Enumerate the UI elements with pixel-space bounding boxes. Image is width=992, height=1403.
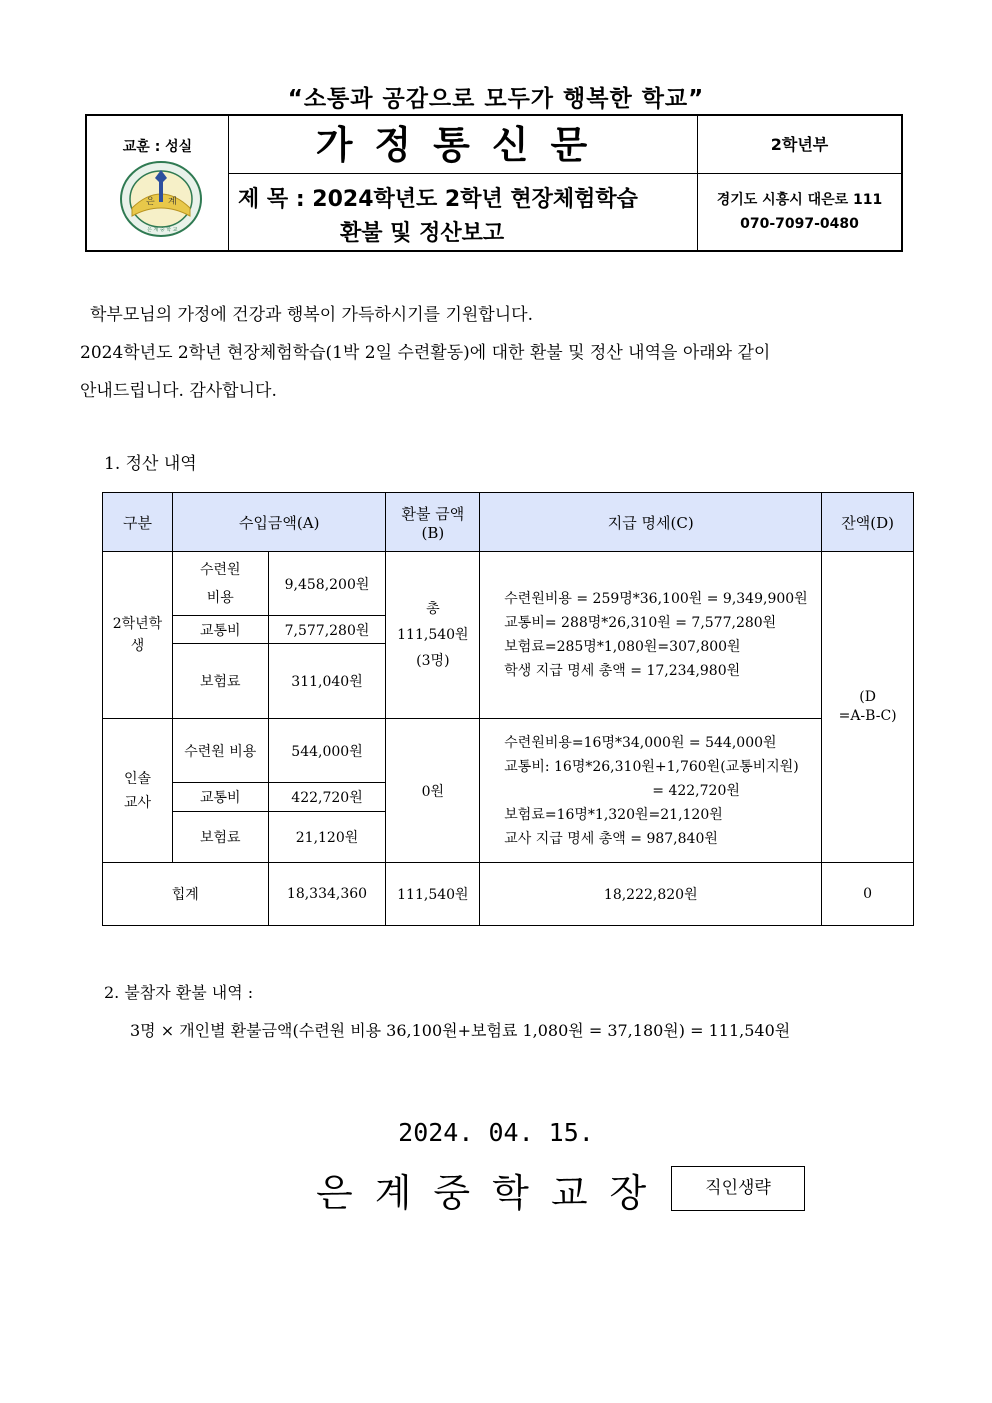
principal-signature: 은계중학교장	[316, 1171, 669, 1215]
student-item-name: 보험료	[172, 644, 268, 719]
total-refund: 111,540원	[386, 863, 480, 926]
header-refund	[386, 493, 480, 552]
newsletter-header	[85, 114, 903, 252]
header-refund-line1: 환불 금액	[401, 504, 465, 523]
teacher-item-name: 교통비	[172, 783, 268, 812]
department: 2학년부	[698, 116, 901, 174]
payment-line: = 422,720원	[652, 782, 740, 799]
total-payment: 18,222,820원	[480, 863, 822, 926]
total-income: 18,334,360	[268, 863, 386, 926]
subject-line-1: 제 목 : 2024학년도 2학년 현장체험학습	[238, 187, 638, 212]
svg-text:은 계 중 학 교: 은 계 중 학 교	[147, 227, 178, 233]
header-payment: 지급 명세(C)	[480, 493, 822, 552]
subject-cell	[228, 174, 698, 250]
total-label: 힙계	[103, 863, 269, 926]
school-logo	[120, 160, 202, 238]
settlement-table	[102, 492, 914, 926]
school-motto: 교훈 : 성실	[122, 139, 193, 155]
table-row	[103, 719, 914, 783]
intro-text	[80, 296, 920, 410]
intro-greeting: 학부모님의 가정에 건강과 행복이 가득하시기를 기원합니다.	[90, 305, 533, 325]
table-header-row	[103, 493, 914, 552]
school-slogan: “소통과 공감으로 모두가 행복한 학교”	[287, 86, 705, 112]
school-address: 경기도 시흥시 대은로 111	[716, 192, 883, 208]
section-2-title: 2. 불참자 환불 내역 :	[104, 983, 254, 1002]
student-category: 2학년학생	[103, 552, 173, 719]
total-row	[103, 863, 914, 926]
newsletter-title: 가정통신문	[228, 116, 698, 174]
student-item-name: 교통비	[172, 616, 268, 644]
payment-line: 보험료=285명*1,080원=307,800원	[504, 639, 741, 655]
payment-line: 수련원비용=16명*34,000원 = 544,000원	[504, 734, 777, 751]
payment-line: 학생 지급 명세 총액 = 17,234,980원	[504, 663, 741, 679]
seal-omitted-box: 직인생략	[671, 1166, 805, 1211]
issue-date: 2024. 04. 15.	[398, 1118, 594, 1147]
total-balance: 0	[822, 863, 914, 926]
teacher-item-amount: 422,720원	[268, 783, 386, 812]
payment-line: 보험료=16명*1,320원=21,120원	[504, 806, 723, 823]
student-item-amount: 311,040원	[268, 644, 386, 719]
payment-line: 교통비: 16명*26,310원+1,760원(교통비지원)	[504, 758, 799, 775]
intro-body-line2: 안내드립니다. 감사합니다.	[80, 381, 277, 401]
svg-text:은: 은	[146, 197, 155, 207]
header-balance: 잔액(D)	[822, 493, 914, 552]
table-row	[103, 552, 914, 616]
student-item-name: 수련원 비용	[172, 552, 268, 616]
svg-text:계: 계	[168, 197, 177, 207]
balance-formula: (D =A-B-C)	[822, 552, 914, 863]
teacher-item-name: 보험료	[172, 812, 268, 863]
teacher-refund: 0원	[386, 719, 480, 863]
student-refund: 총 111,540원 (3명)	[386, 552, 480, 719]
section-1-title: 1. 정산 내역	[104, 454, 197, 474]
teacher-item-amount: 544,000원	[268, 719, 386, 783]
student-payment-detail	[480, 552, 822, 719]
student-item-amount: 9,458,200원	[268, 552, 386, 616]
teacher-item-name: 수련원 비용	[172, 719, 268, 783]
header-category: 구분	[103, 493, 173, 552]
motto-cell	[87, 116, 229, 250]
payment-line: 교사 지급 명세 총액 = 987,840원	[504, 830, 718, 847]
refund-detail: 3명 × 개인별 환불금액(수련원 비용 36,100원+보험료 1,080원 = 37,180원) = 111,540원	[130, 1021, 791, 1040]
subject-line-2: 환불 및 정산보고	[340, 221, 505, 246]
contact-cell	[698, 174, 901, 250]
student-item-amount: 7,577,280원	[268, 616, 386, 644]
teacher-item-amount: 21,120원	[268, 812, 386, 863]
school-phone: 070-7097-0480	[740, 216, 859, 232]
header-income: 수입금액(A)	[172, 493, 386, 552]
teacher-category: 인솔 교사	[103, 719, 173, 863]
payment-line: 수련원비용 = 259명*36,100원 = 9,349,900원	[504, 591, 808, 607]
header-refund-line2: (B)	[421, 523, 445, 542]
payment-line: 교통비= 288명*26,310원 = 7,577,280원	[504, 615, 777, 631]
teacher-payment-detail	[480, 719, 822, 863]
intro-body-line1: 2024학년도 2학년 현장체험학습(1박 2일 수련활동)에 대한 환불 및 정산 내역을 아래와 같이	[80, 343, 771, 363]
